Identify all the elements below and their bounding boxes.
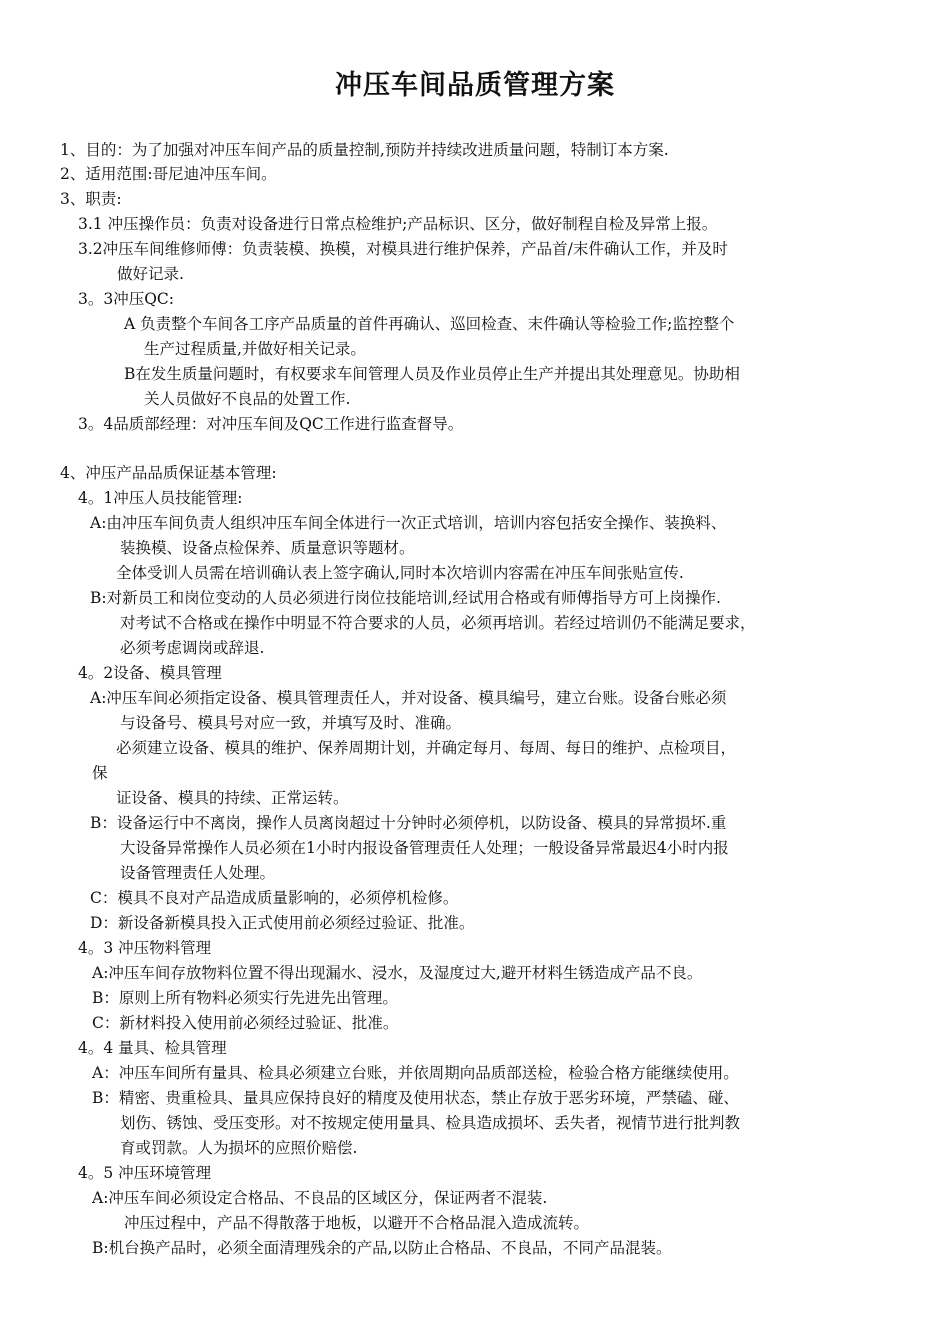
text-line: 4。3 冲压物料管理 <box>78 939 212 957</box>
text-line: 设备管理责任人处理。 <box>120 864 276 882</box>
text-line: B：精密、贵重检具、量具应保持良好的精度及使用状态，禁止存放于恶劣环境，严禁磕、碰、 <box>92 1089 739 1107</box>
text-line: 做好记录. <box>117 265 184 283</box>
text-line: A:冲压车间必须设定合格品、不良品的区域区分，保证两者不混装. <box>92 1189 548 1207</box>
text-line: 4。1冲压人员技能管理: <box>78 489 243 507</box>
text-line: B在发生质量问题时，有权要求车间管理人员及作业员停止生产并提出其处理意见。协助相 <box>124 365 740 383</box>
text-line: 3、职责: <box>60 190 122 208</box>
text-line: C：新材料投入使用前必须经过验证、批准。 <box>92 1014 399 1032</box>
document-title: 冲压车间品质管理方案 <box>335 70 615 101</box>
text-line: D：新设备新模具投入正式使用前必须经过验证、批准。 <box>90 914 475 932</box>
text-line: B：原则上所有物料必须实行先进先出管理。 <box>92 989 398 1007</box>
text-line: 4、冲压产品品质保证基本管理: <box>60 464 277 482</box>
text-line: 3.1 冲压操作员：负责对设备进行日常点检维护;产品标识、区分，做好制程自检及异常上报。 <box>78 215 718 233</box>
text-line: A 负责整个车间各工序产品质量的首件再确认、巡回检查、末件确认等检验工作;监控整个 <box>124 315 735 333</box>
text-line: 大设备异常操作人员必须在1小时内报设备管理责任人处理；一般设备异常最迟4小时内报 <box>120 839 729 857</box>
text-line: 育或罚款。人为损坏的应照价赔偿. <box>120 1139 358 1157</box>
text-line: 2、适用范围:哥尼迪冲压车间。 <box>60 165 277 183</box>
text-line: 4。5 冲压环境管理 <box>78 1164 212 1182</box>
text-line: 装换模、设备点检保养、质量意识等题材。 <box>120 539 415 557</box>
text-line: A:冲压车间存放物料位置不得出现漏水、浸水，及湿度过大,避开材料生锈造成产品不良。 <box>92 964 703 982</box>
text-line: 必须建立设备、模具的维护、保养周期计划，并确定每月、每周、每日的维护、点检项目， <box>116 739 737 757</box>
text-line: 3。4品质部经理：对冲压车间及QC工作进行监查督导。 <box>78 415 464 433</box>
text-line: B:对新员工和岗位变动的人员必须进行岗位技能培训,经试用合格或有师傅指导方可上岗操作. <box>90 589 721 607</box>
text-line: 3.2冲压车间维修师傅：负责装模、换模，对模具进行维护保养，产品首/末件确认工作，并及时 <box>78 240 728 258</box>
text-line: 3。3冲压QC: <box>78 290 175 308</box>
text-line: 对考试不合格或在操作中明显不符合要求的人员，必须再培训。若经过培训仍不能满足要求， <box>120 614 756 632</box>
text-line: A:冲压车间必须指定设备、模具管理责任人，并对设备、模具编号，建立台账。设备台账必须 <box>90 689 727 707</box>
text-line: 4。2设备、模具管理 <box>78 664 222 682</box>
text-line: 1、目的：为了加强对冲压车间产品的质量控制,预防并持续改进质量问题，特制订本方案. <box>60 141 669 159</box>
text-line: 全体受训人员需在培训确认表上签字确认,同时本次培训内容需在冲压车间张贴宣传. <box>116 564 684 582</box>
text-line: A:由冲压车间负责人组织冲压车间全体进行一次正式培训，培训内容包括安全操作、装换料、 <box>90 514 727 532</box>
text-line: B:机台换产品时，必须全面清理残余的产品,以防止合格品、不良品，不同产品混装。 <box>92 1239 672 1257</box>
text-line: 与设备号、模具号对应一致，并填写及时、准确。 <box>120 714 462 732</box>
text-line: B：设备运行中不离岗，操作人员离岗超过十分钟时必须停机，以防设备、模具的异常损坏.重 <box>90 814 727 832</box>
text-line: 保 <box>92 764 108 782</box>
text-line: 4。4 量具、检具管理 <box>78 1039 227 1057</box>
text-line: A：冲压车间所有量具、检具必须建立台账，并依周期向品质部送检，检验合格方能继续使用。 <box>92 1064 739 1082</box>
text-line: 关人员做好不良品的处置工作. <box>144 390 351 408</box>
text-line: 必须考虑调岗或辞退. <box>120 639 265 657</box>
text-line: 冲压过程中，产品不得散落于地板，以避开不合格品混入造成流转。 <box>124 1214 590 1232</box>
text-line: C：模具不良对产品造成质量影响的，必须停机检修。 <box>90 889 459 907</box>
text-line: 划伤、锈蚀、受压变形。对不按规定使用量具、检具造成损坏、丢失者，视情节进行批判教 <box>120 1114 741 1132</box>
text-line: 生产过程质量,并做好相关记录。 <box>144 340 366 358</box>
text-line: 证设备、模具的持续、正常运转。 <box>116 789 349 807</box>
